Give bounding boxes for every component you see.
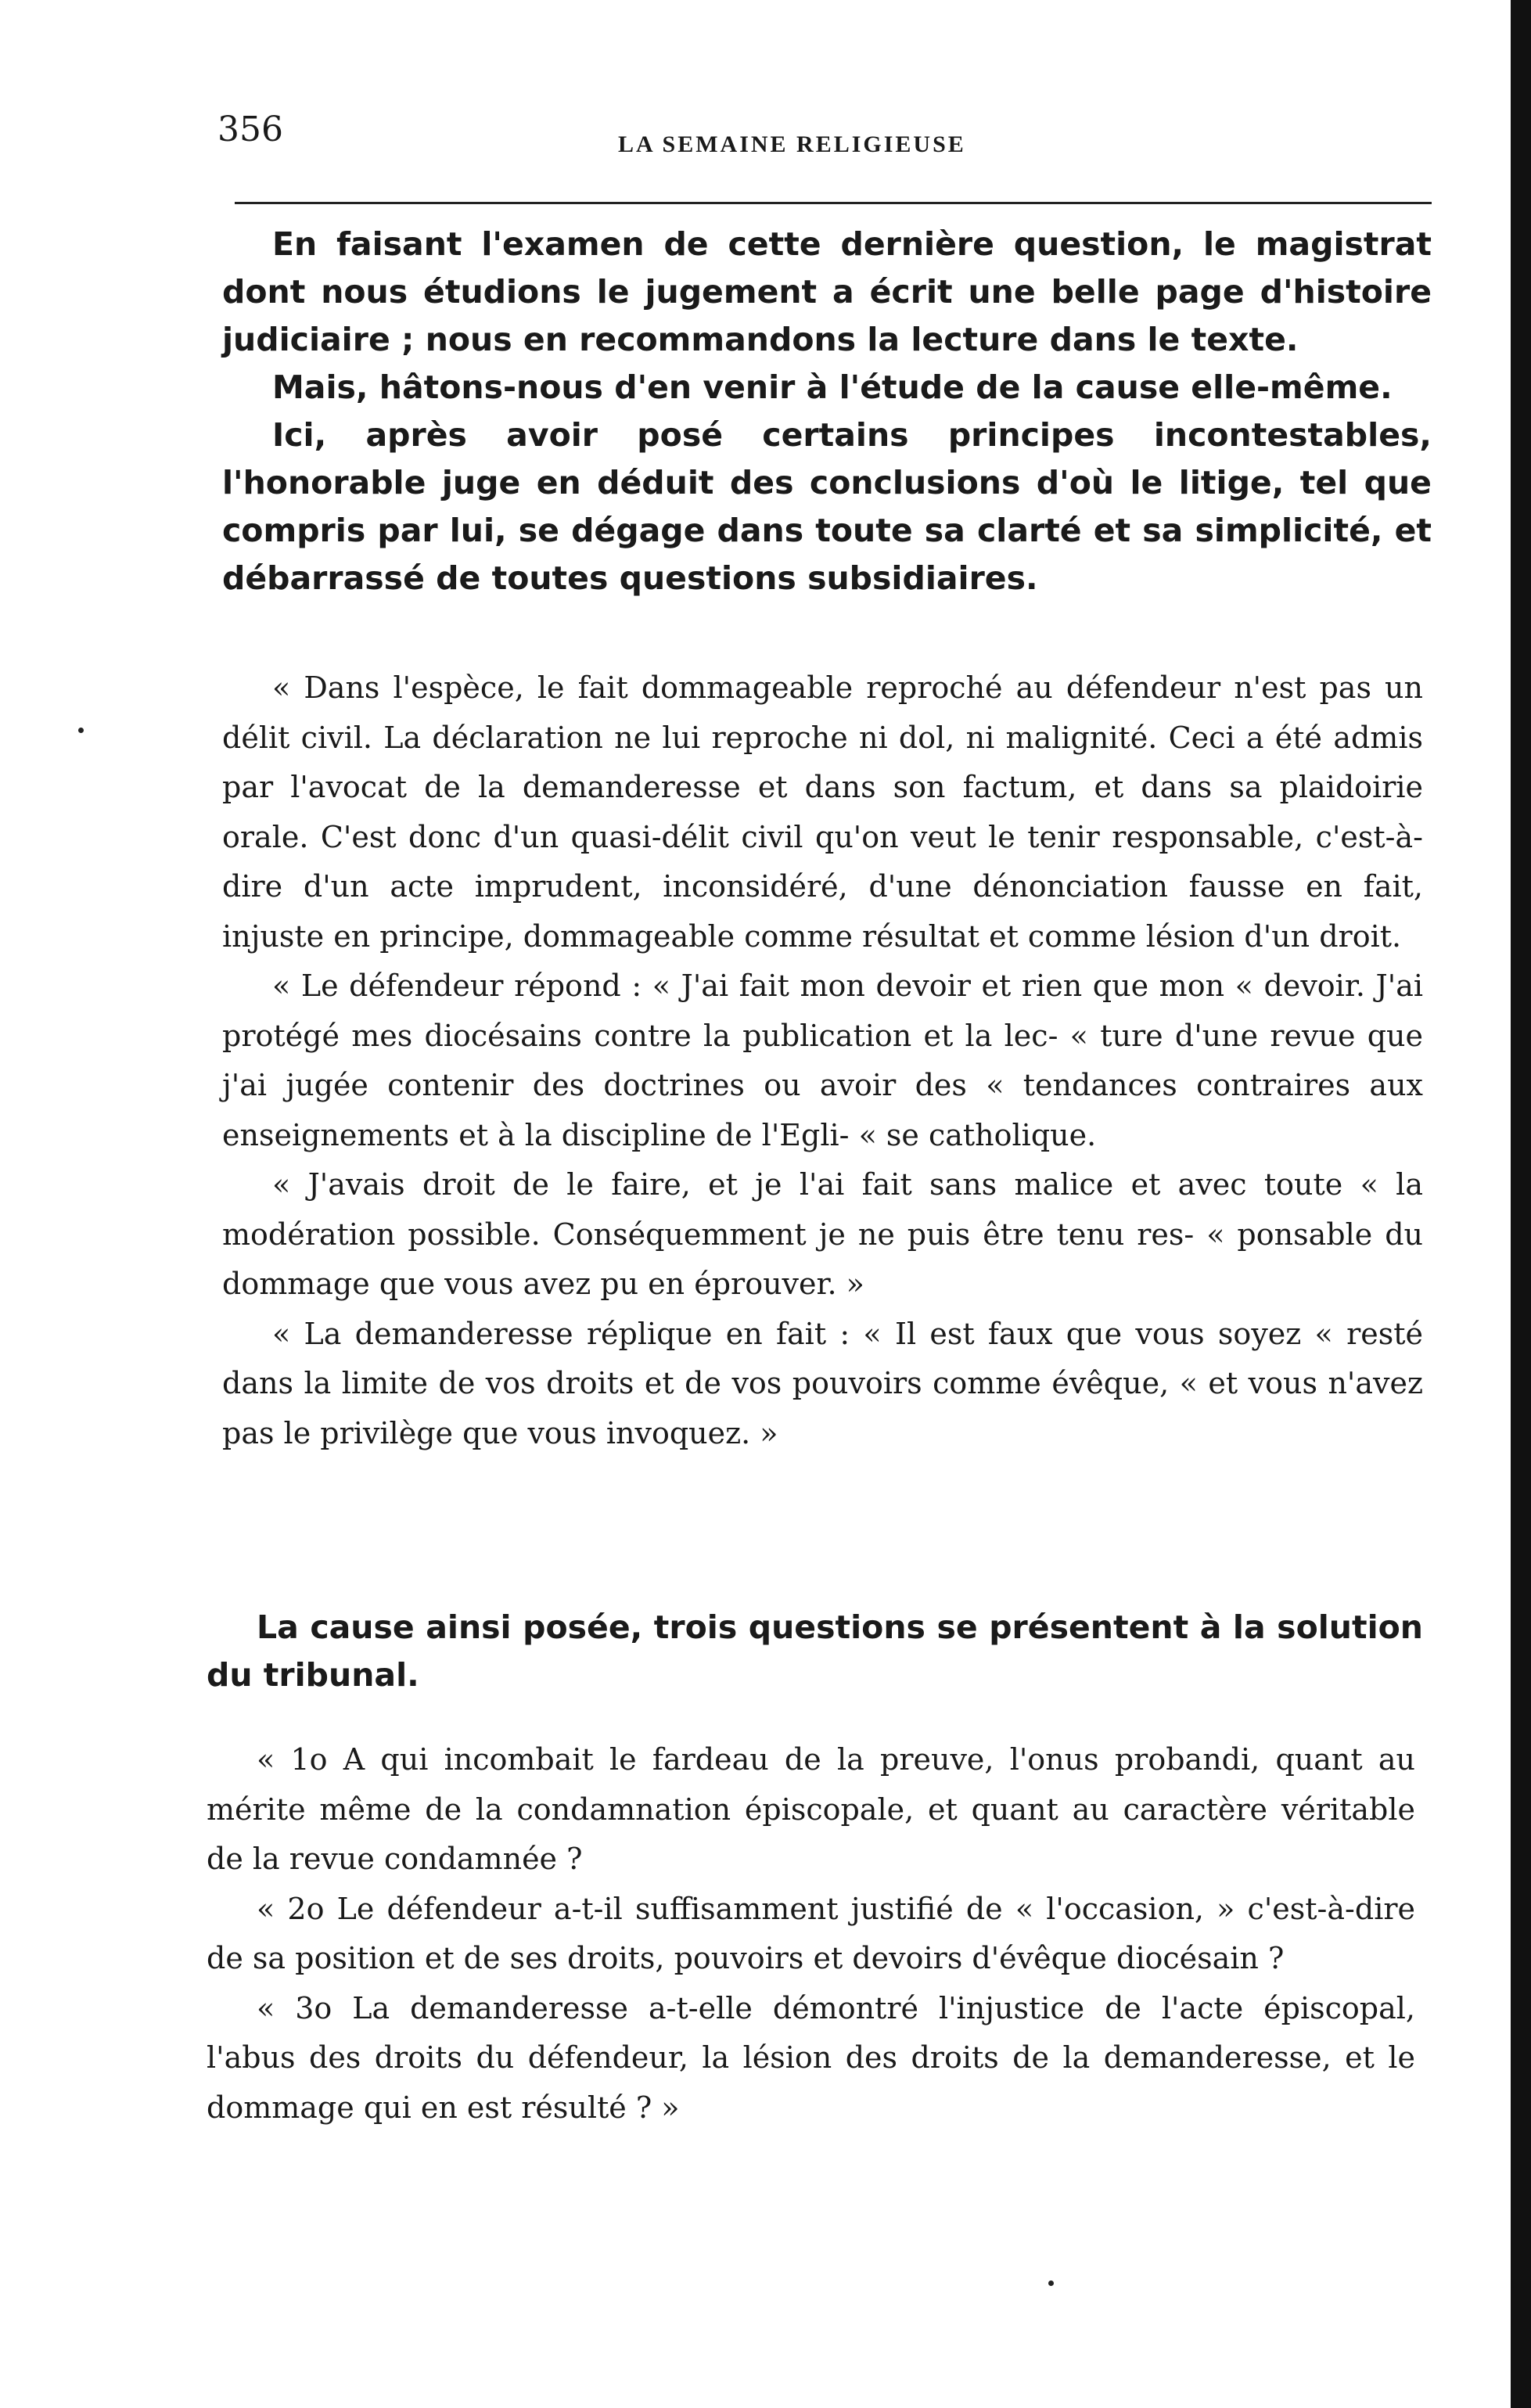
judgment-quote-section [222,663,1423,1458]
page-header [217,102,1438,172]
page-edge-shadow [1511,0,1531,2408]
transition-paragraph: La cause ainsi posée, trois questions se présentent à la solution du tribunal. [207,1608,1423,1694]
page-number: 356 [217,110,283,149]
intro-paragraph-3: Ici, après avoir posé certains principes incontestables, l'honorable juge en déduit des conclusions d'où le litige, tel que compris par lui, se dégage dans toute sa clarté et sa simplicité, et débarrassé de toutes questions subsidiaires. [222,416,1432,597]
header-rule [235,202,1432,204]
questions-section [207,1735,1415,2133]
running-title: LA SEMAINE RELIGIEUSE [618,131,966,157]
question-3: « 3o La demanderesse a-t-elle démontré l'injustice de l'acte épiscopal, l'abus des droits du défendeur, la lésion des droits de la demanderesse, et le dommage qui en est résulté ? » [207,1990,1415,2125]
quote-paragraph-4: « La demanderesse réplique en fait : « Il est faux que vous soyez « resté dans la limite de vos droits et de vos pouvoirs comme évêque, « et vous n'avez pas le privilège que vous invoquez. » [222,1316,1423,1450]
quote-paragraph-3: « J'avais droit de le faire, et je l'ai fait sans malice et avec toute « la modération possible. Conséquemment je ne puis être tenu res- « ponsable du dommage que vous avez pu en éprouver. » [222,1167,1423,1301]
intro-paragraph-2: Mais, hâtons-nous d'en venir à l'étude de la cause elle-même. [272,368,1393,406]
intro-section [222,221,1432,602]
quote-paragraph-1: « Dans l'espèce, le fait dommageable reproché au défendeur n'est pas un délit civil. La déclaration ne lui reproche ni dol, ni malignité. Ceci a été admis par l'avocat de la demanderesse et dans son factum, et dans sa plaidoirie orale. C'est donc d'un quasi-délit civil qu'on veut le tenir responsable, c'est-à-dire d'un acte imprudent, inconsidéré, d'une dénonciation fausse en fait, injuste en principe, dommageable comme résultat et comme lésion d'un droit. [222,670,1423,954]
question-1: « 1o A qui incombait le fardeau de la preuve, l'onus probandi, quant au mérite même de la condamnation épiscopale, et quant au caractère véritable de la revue condamnée ? [207,1742,1415,1876]
question-2: « 2o Le défendeur a-t-il suffisamment justifié de « l'occasion, » c'est-à-dire de sa position et de ses droits, pouvoirs et devoirs d'évêque diocésain ? [207,1891,1415,1975]
ink-speck [78,728,84,733]
transition-section [207,1604,1423,1699]
ink-speck [1048,2280,1054,2286]
quote-paragraph-2: « Le défendeur répond : « J'ai fait mon devoir et rien que mon « devoir. J'ai protégé mes diocésains contre la publication et la lec- « ture d'une revue que j'ai jugée contenir des doctrines ou avoir des « tendances contraires aux enseignements et à la discipline de l'Egli- « se catholique. [222,969,1423,1152]
intro-paragraph-1: En faisant l'examen de cette dernière question, le magistrat dont nous étudions le jugement a écrit une belle page d'histoire judiciaire ; nous en recommandons la lecture dans le texte. [222,225,1432,358]
